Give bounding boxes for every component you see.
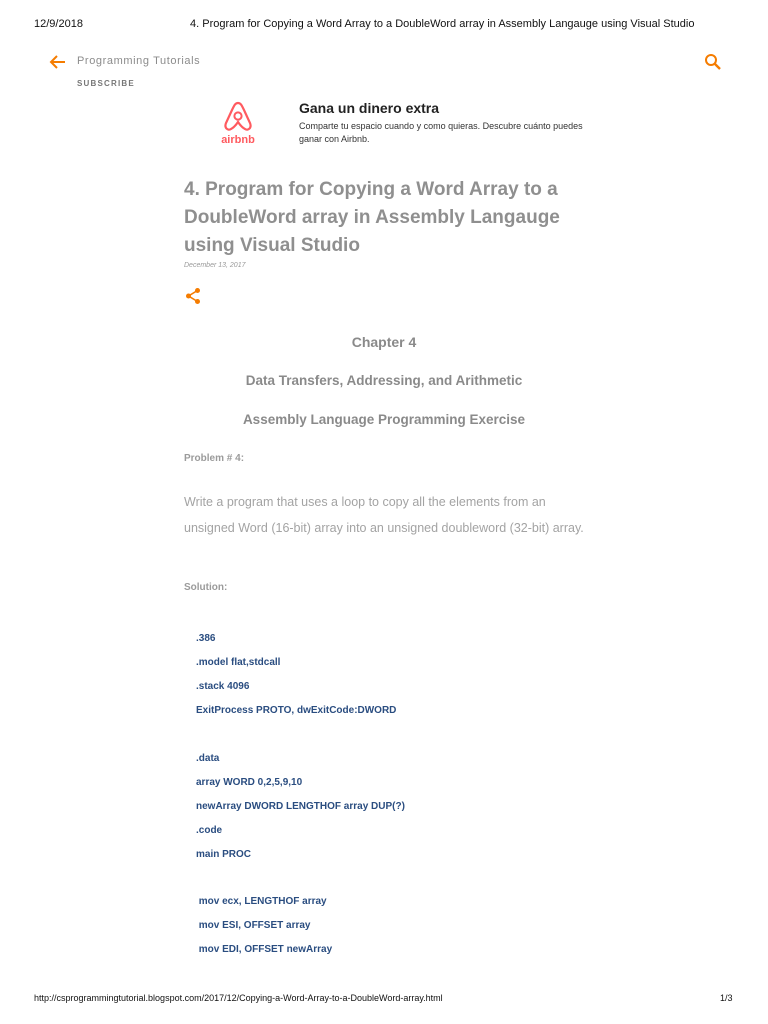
post-title: 4. Program for Copying a Word Array to a DoubleWord array in Assembly Langauge using Visual Studio xyxy=(184,179,560,256)
code-line: mov ESI, OFFSET array xyxy=(196,920,311,931)
code-line: mov EDI, OFFSET newArray xyxy=(196,944,333,955)
blog-name-link[interactable]: Programming Tutorials xyxy=(77,55,201,67)
airbnb-logo-mark-icon xyxy=(218,100,258,134)
exercise-heading: Assembly Language Programming Exercise xyxy=(242,412,526,427)
print-date: 12/9/2018 xyxy=(34,18,83,30)
code-line: main PROC xyxy=(196,849,252,860)
code-line: .stack 4096 xyxy=(196,681,250,692)
problem-label: Problem # 4: xyxy=(184,453,245,464)
airbnb-logo-text: airbnb xyxy=(221,134,255,146)
print-page-number: 1/3 xyxy=(720,993,733,1003)
ad-description: Comparte tu espacio cuando y como quieras. Descubre cuánto puedes ganar con Airbnb. xyxy=(299,121,583,144)
print-title: 4. Program for Copying a Word Array to a DoubleWord array in Assembly Langauge using Visual Studio xyxy=(190,18,695,30)
code-line: ExitProcess PROTO, dwExitCode:DWORD xyxy=(196,705,397,716)
subscribe-link[interactable]: SUBSCRIBE xyxy=(77,79,135,88)
chapter-heading: Chapter 4 xyxy=(351,334,417,350)
search-icon[interactable] xyxy=(704,53,722,71)
problem-text: Write a program that uses a loop to copy all the elements from an unsigned Word (16-bit) array into an unsigned doubleword (32-bit) array. xyxy=(184,495,584,535)
code-line: .code xyxy=(196,825,223,836)
back-arrow-icon[interactable] xyxy=(48,54,66,70)
ad-title[interactable]: Gana un dinero extra xyxy=(299,100,440,116)
code-line: array WORD 0,2,5,9,10 xyxy=(196,777,303,788)
code-line: .model flat,stdcall xyxy=(196,657,281,668)
print-url: http://csprogrammingtutorial.blogspot.com/2017/12/Copying-a-Word-Array-to-a-DoubleWord-array.html xyxy=(34,993,443,1003)
code-line: mov ecx, LENGTHOF array xyxy=(196,896,327,907)
airbnb-ad[interactable] xyxy=(218,100,598,156)
code-line: newArray DWORD LENGTHOF array DUP(?) xyxy=(196,801,405,812)
share-icon[interactable] xyxy=(185,287,201,305)
code-line: .386 xyxy=(196,633,216,644)
chapter-subtitle: Data Transfers, Addressing, and Arithmetic xyxy=(245,373,523,388)
solution-label: Solution: xyxy=(184,582,228,593)
airbnb-logo xyxy=(218,100,258,150)
post-date: December 13, 2017 xyxy=(184,262,246,269)
code-line: .data xyxy=(196,753,220,764)
